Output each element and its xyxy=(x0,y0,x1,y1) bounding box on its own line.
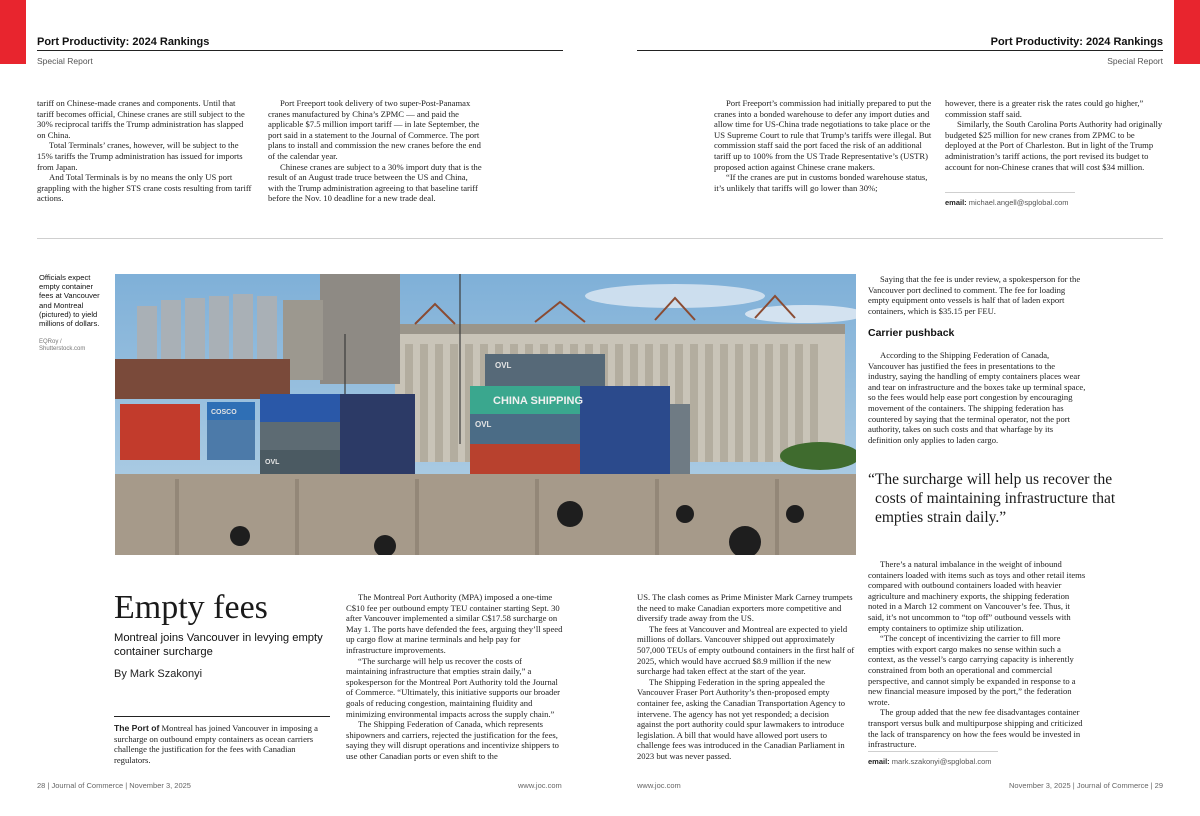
photo-caption: Officials expect empty container fees at Vancouver and Montreal (pictured) to yield millions of dollars. xyxy=(39,273,100,329)
left-header-rule xyxy=(37,50,563,51)
container-label: OVL xyxy=(265,459,280,466)
right-header-rule xyxy=(637,50,1163,51)
headline: Empty fees xyxy=(114,589,268,626)
left-running-sub: Special Report xyxy=(37,56,93,66)
right-footer-url[interactable]: www.joc.com xyxy=(637,781,681,790)
left-red-tab xyxy=(0,0,26,64)
deck: Montreal joins Vancouver in levying empty container surcharge xyxy=(114,632,323,658)
top-column-4 xyxy=(945,98,1163,172)
container-label: CHINA SHIPPING xyxy=(493,395,584,407)
article-column-2 xyxy=(346,592,564,762)
paragraph: however, there is a greater risk the rates could go higher,” commission staff said. xyxy=(945,98,1144,119)
top-column-3 xyxy=(714,98,932,193)
pull-quote: “The surcharge will help us recover the costs of maintaining infrastructure that empties strain daily.” xyxy=(868,471,1116,526)
photo-credit: EQRoy / Shutterstock.com xyxy=(39,339,86,353)
paragraph: “If the cranes are put in customs bonded warehouse status, it’s unlikely that tariffs will go lower than 30%; xyxy=(714,172,928,193)
article-column-4-bottom xyxy=(868,559,1086,750)
lede-paragraph: The Port of Montreal has joined Vancouver in imposing a surcharge on outbound empty containers as ocean carriers challenge the justification for the fees with Canadian regulators. xyxy=(114,723,318,765)
top-column-1 xyxy=(37,98,252,204)
section-divider xyxy=(37,238,1163,239)
container-label: COSCO xyxy=(211,409,237,416)
lede-rule xyxy=(114,716,330,717)
paragraph: And Total Terminals is by no means the only US port grappling with the higher STS crane costs resulting from tariff actions. xyxy=(37,172,252,204)
right-running-title: Port Productivity: 2024 Rankings xyxy=(990,36,1163,48)
byline: By Mark Szakonyi xyxy=(114,668,203,680)
left-folio: 28 | Journal of Commerce | November 3, 2025 xyxy=(37,781,191,790)
paragraph: The Montreal Port Authority (MPA) imposed a one-time C$10 fee per outbound empty TEU container starting Sept. 30 after Vancouver implemented a similar C$17.58 surcharge on May 1. The ports have defended the fees, arguing they’ll speed up cargo flow at marine terminals and help pay for infrastructure improvements. xyxy=(346,592,563,655)
paragraph: The Shipping Federation of Canada, which represents shipowners and carriers, rejected the justification for the fees, saying they will disrupt operations and incentivize shippers to use other Canadian ports or even shift to the xyxy=(346,719,559,761)
paragraph: The fees at Vancouver and Montreal are expected to yield millions of dollars. Vancouver shipped out approximately 507,000 TEUs of empty outbound containers in the first half of 2025, which would have accrued $8.9 million if the new surcharge had taken effect at the start of the year. xyxy=(637,623,855,677)
paragraph: Total Terminals’ cranes, however, will be subject to the 15% tariffs the Trump administration has issued for imports from Japan. xyxy=(37,140,243,172)
paragraph: Saying that the fee is under review, a spokesperson for the Vancouver port declined to comment. The fee for loading empty equipment onto vessels is half that of laden export containers, which is $35.15 per FEU. xyxy=(868,274,1081,316)
paragraph: The Shipping Federation in the spring appealed the Vancouver Fraser Port Authority’s then-proposed empty container fee, asking the Canadian Transportation Agency to intervene. The agency has not yet responded; a decision against the port authority could spur lawmakers to introduce legislation. A bill that would have allowed port users to challenge fees was introduced in the Canadian Parliament in 2023 but was never passed. xyxy=(637,676,846,761)
article-column-4-mid xyxy=(868,350,1086,445)
article-column-3 xyxy=(637,592,855,762)
paragraph: Port Freeport’s commission had initially prepared to put the cranes into a bonded warehouse to defer any import duties and allow time for US-China trade negotiations to take place or the US Supreme Court to rule that Trump’s tariffs were illegal. But commission staff said the port faced the risk of an additional tariff up to 100% from the US Trade Representative’s (USTR) proposed action against Chinese crane makers. xyxy=(714,98,932,172)
right-red-tab xyxy=(1174,0,1200,64)
paragraph: tariff on Chinese-made cranes and components. Until that tariff becomes official, Chinese cranes are still subject to the 30% reciprocal tariffs the Trump administration has slapped on China. xyxy=(37,98,245,140)
email-rule xyxy=(868,751,998,752)
right-folio: November 3, 2025 | Journal of Commerce | 29 xyxy=(1009,781,1163,790)
port-photo xyxy=(115,274,856,555)
top-author-email[interactable]: email: michael.angell@spglobal.com xyxy=(945,198,1069,207)
paragraph: Chinese cranes are subject to a 30% import duty that is the result of an August trade truce between the US and China, with the Trump administration agreeing to that baseline tariff before the Nov. 10 deadline for a new trade deal. xyxy=(268,161,482,204)
paragraph: US. The clash comes as Prime Minister Mark Carney trumpets the need to make Canadian exporters more competitive and diversify trade away from the US. xyxy=(637,592,853,624)
paragraph: Port Freeport took delivery of two super-Post-Panamax cranes manufactured by China’s ZPMC — and paid the applicable $7.5 million import tariff — in late September, the port said in a statement to the Journal of Commerce. The port plans to install and commission the new cranes before the end of the calendar year. xyxy=(268,98,481,161)
paragraph: There’s a natural imbalance in the weight of inbound containers loaded with items such as toys and other retail items compared with outbound containers loaded with heavier agriculture and machinery exports, the shipping federation noted in a March 12 comment on Vancouver’s fee. Thus, it said, it’s not uncommon to “top off” outbound vessels with empty containers to optimize ship utilization. xyxy=(868,559,1086,633)
paragraph: According to the Shipping Federation of Canada, Vancouver has justified the fees in presentations to the industry, saying the handling of empty containers places wear and tear on infrastructure and the boxes take up terminal space, so the fees would help ease port congestion by encouraging movement of the containers. The shipping federation has countered by saying that the terminal operator, not the port authority, takes on such costs and that wharfage by its definition only applies to laden cargo. xyxy=(868,350,1086,445)
subhead: Carrier pushback xyxy=(868,327,955,339)
article-column-4-top xyxy=(868,274,1086,316)
port-photo-illustration xyxy=(115,274,856,555)
left-footer-url[interactable]: www.joc.com xyxy=(518,781,562,790)
paragraph: The group added that the new fee disadvantages container transport versus bulk and multipurpose shipping and criticized the lack of transparency on how the fees would be invested in infrastructure. xyxy=(868,707,1083,750)
email-rule xyxy=(945,192,1075,193)
right-running-sub: Special Report xyxy=(1107,56,1163,66)
paragraph: “The concept of incentivizing the carrier to fill more empties with export cargo makes no sense within such a context, as the vessel’s cargo carrying capacity is inherently constrained from both an operational and commercial perspective, and cannot simply be expanded in response to a new financial measure imposed by the port,” the federation wrote. xyxy=(868,633,1076,707)
container-label: OVL xyxy=(475,420,492,429)
paragraph: “The surcharge will help us recover the costs of maintaining infrastructure that empties strain daily,” a spokesperson for the Montreal Port Authority told the Journal of Commerce. “Ultimately, this initiative supports our broader goals of reducing congestion, maintaining fluidity and minimizing environmental impacts across the supply chain.” xyxy=(346,655,560,719)
container-label: OVL xyxy=(495,361,512,370)
top-column-2 xyxy=(268,98,484,204)
article-author-email[interactable]: email: mark.szakonyi@spglobal.com xyxy=(868,757,992,766)
left-running-title: Port Productivity: 2024 Rankings xyxy=(37,36,210,48)
paragraph: Similarly, the South Carolina Ports Authority had originally budgeted $25 million for new cranes from ZPMC to be deployed at the Port of Charleston. But in light of the Trump administration’s tariff actions, the port revised its budget to account for non-Chinese cranes that will cost $34 million. xyxy=(945,119,1163,172)
